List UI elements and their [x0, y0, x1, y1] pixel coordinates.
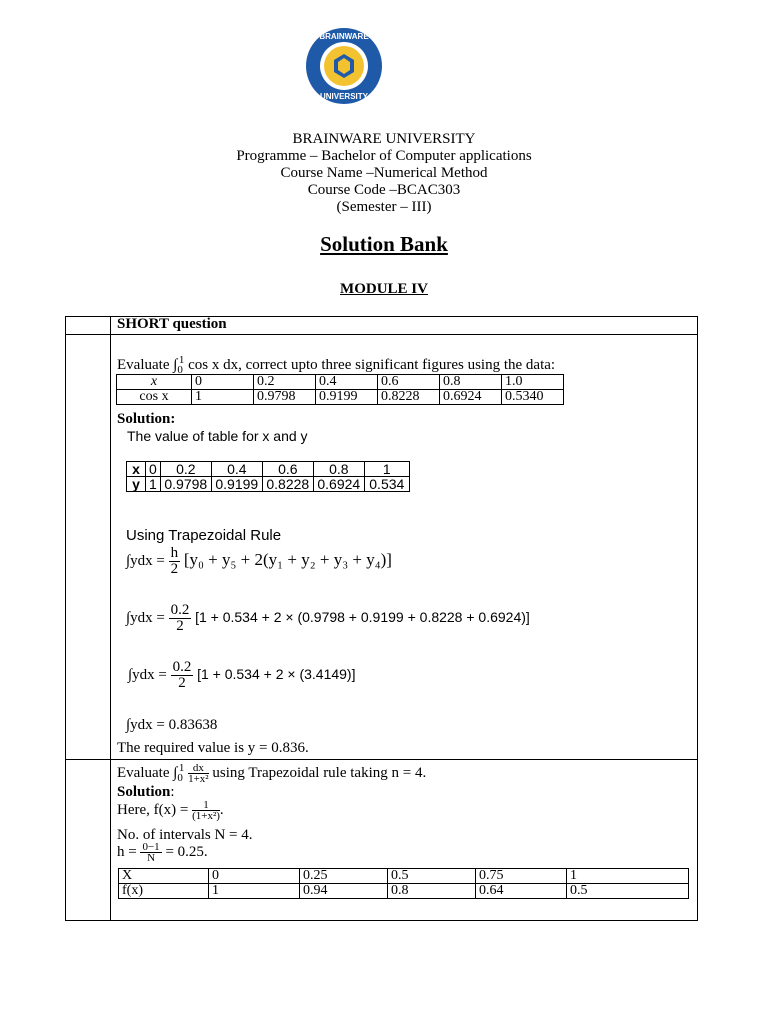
eq3-rhs: [1 + 0.534 + 2 × (3.4149)] [197, 665, 356, 682]
table-cell: 0 [146, 462, 161, 477]
logo-text-top: BRAINWARE [319, 32, 369, 41]
q2-here-prefix: Here, f(x) = [117, 801, 189, 818]
q1-rest: cos x dx, correct upto three significant figures using the data: [188, 357, 556, 373]
table-cell: x [117, 375, 192, 390]
q2-h-prefix: h = [117, 843, 137, 860]
table-cell: 0.8 [313, 462, 364, 477]
programme-line: Programme – Bachelor of Computer applications [236, 148, 532, 164]
table-cell: 1 [146, 477, 161, 492]
q2-step-size [117, 842, 208, 863]
table-cell: 0.6 [262, 462, 313, 477]
eq1-den: 2 [170, 561, 179, 577]
q2-intervals: No. of intervals N = 4. [117, 827, 253, 843]
q1-table-caption: The value of table for x and y [127, 428, 308, 444]
q2-data-table [118, 868, 689, 899]
eq2-num: 0.2 [170, 602, 190, 618]
table-cell: 0.9199 [211, 477, 262, 492]
table-cell: 1.0 [502, 375, 564, 390]
table-cell: 0.6 [378, 375, 440, 390]
q2-solution [117, 784, 175, 801]
q2-h-den: N [147, 852, 156, 864]
table-cell: 0.6924 [313, 477, 364, 492]
table-cell: f(x) [119, 884, 209, 899]
q2-solution-label: Solution [117, 784, 171, 800]
eq2-den: 2 [176, 618, 184, 634]
table-row [117, 390, 564, 405]
table-cell: 0.64 [476, 884, 567, 899]
module-heading: MODULE IV [340, 281, 428, 297]
table-cell: 0.9798 [254, 390, 316, 405]
eq2-lhs: ∫ydx = [126, 609, 165, 626]
table-cell: 1 [567, 869, 689, 884]
q2-h-fraction [140, 842, 161, 863]
semester-line: (Semester – III) [336, 199, 432, 215]
q2-int-upper: 1 [178, 762, 185, 774]
page-title: Solution Bank [320, 232, 448, 256]
q1-solution-label: Solution: [117, 411, 176, 427]
eq3-fraction [171, 660, 194, 691]
q1-prefix: Evaluate [117, 357, 170, 373]
q2-function-def [117, 800, 224, 821]
q2-integrand-num: dx [188, 763, 209, 774]
eq2-rhs: [1 + 0.534 + 2 × (0.9798 + 0.9199 + 0.8228 + 0.6924)] [195, 608, 530, 625]
q1-answer: The required value is y = 0.836. [117, 740, 309, 756]
table-cell: 0.5340 [502, 390, 564, 405]
table-cell: 0.5 [567, 884, 689, 899]
q2-here-suffix: . [219, 801, 224, 818]
eq1-fraction [169, 546, 181, 577]
table-cell: 0.8 [440, 375, 502, 390]
table-cell: 0.25 [300, 869, 388, 884]
course-code-line: Course Code –BCAC303 [307, 182, 461, 198]
q2-prefix: Evaluate [117, 765, 170, 781]
table-cell: 0.9798 [160, 477, 211, 492]
table-row [127, 477, 410, 492]
section-header: SHORT question [117, 316, 227, 332]
q1-equation-1 [126, 546, 392, 577]
table-cell: 0 [192, 375, 254, 390]
integral-sign: ∫ [173, 765, 178, 781]
eq1-num: h [170, 545, 179, 561]
table-cell: 0.5 [388, 869, 476, 884]
q1-equation-2 [126, 603, 530, 634]
table-row [119, 869, 689, 884]
eq1-rhs: [y₀ + y₅ + 2(y₁ + y₂ + y₃ + y₄)] [183, 549, 392, 569]
q2-here-den: (1+x²) [192, 810, 220, 822]
q2-h-num: 0−1 [142, 841, 160, 853]
table-row [117, 375, 564, 390]
table-cell: 0 [209, 869, 300, 884]
q1-value-table [126, 461, 410, 492]
table-cell: 0.8228 [378, 390, 440, 405]
q1-equation-4: ∫ydx = 0.83638 [126, 717, 218, 733]
q2-question [117, 760, 426, 787]
eq2-fraction [169, 603, 192, 634]
table-cell: X [119, 869, 209, 884]
table-cell: 0.4 [316, 375, 378, 390]
q2-rest: using Trapezoidal rule taking n = 4. [212, 765, 427, 781]
row-divider [66, 334, 697, 335]
q2-here-num: 1 [192, 800, 220, 811]
eq3-den: 2 [178, 675, 186, 691]
q2-h-suffix: = 0.25. [165, 843, 208, 860]
eq3-num: 0.2 [172, 659, 192, 675]
table-cell: 0.4 [211, 462, 262, 477]
table-cell: 0.9199 [316, 390, 378, 405]
table-cell: x [127, 462, 146, 477]
q1-int-lower: 0 [177, 364, 183, 376]
eq3-lhs: ∫ydx = [128, 666, 167, 683]
eq1-lhs: ∫ydx = [126, 552, 165, 569]
table-cell: 0.2 [160, 462, 211, 477]
document-header [0, 131, 768, 216]
q2-function-fraction [192, 800, 220, 821]
q1-rule-label: Using Trapezoidal Rule [126, 527, 282, 544]
q2-int-lower: 0 [177, 772, 183, 784]
table-cell: 0.6924 [440, 390, 502, 405]
table-row [127, 462, 410, 477]
q1-int-upper: 1 [178, 354, 185, 366]
table-cell: 0.8228 [262, 477, 313, 492]
university-name: BRAINWARE UNIVERSITY [292, 131, 476, 147]
course-name-line: Course Name –Numerical Method [280, 165, 488, 181]
university-logo [304, 26, 384, 106]
q2-integrand [188, 763, 209, 784]
q1-equation-3 [128, 660, 355, 691]
q1-data-table [116, 374, 564, 405]
table-cell: 0.94 [300, 884, 388, 899]
q2-integrand-den: 1+x² [188, 773, 209, 786]
q2-solution-colon: : [170, 784, 175, 800]
column-divider [110, 317, 111, 920]
table-cell: 0.75 [476, 869, 567, 884]
table-cell: y [127, 477, 146, 492]
table-cell: 1 [192, 390, 254, 405]
integral-sign: ∫ [173, 357, 178, 373]
table-cell: 0.534 [364, 477, 409, 492]
logo-text-bottom: UNIVERSITY [319, 92, 369, 101]
table-cell: cos x [117, 390, 192, 405]
table-cell: 1 [209, 884, 300, 899]
table-cell: 1 [364, 462, 409, 477]
table-cell: 0.8 [388, 884, 476, 899]
table-cell: 0.2 [254, 375, 316, 390]
table-row [119, 884, 689, 899]
